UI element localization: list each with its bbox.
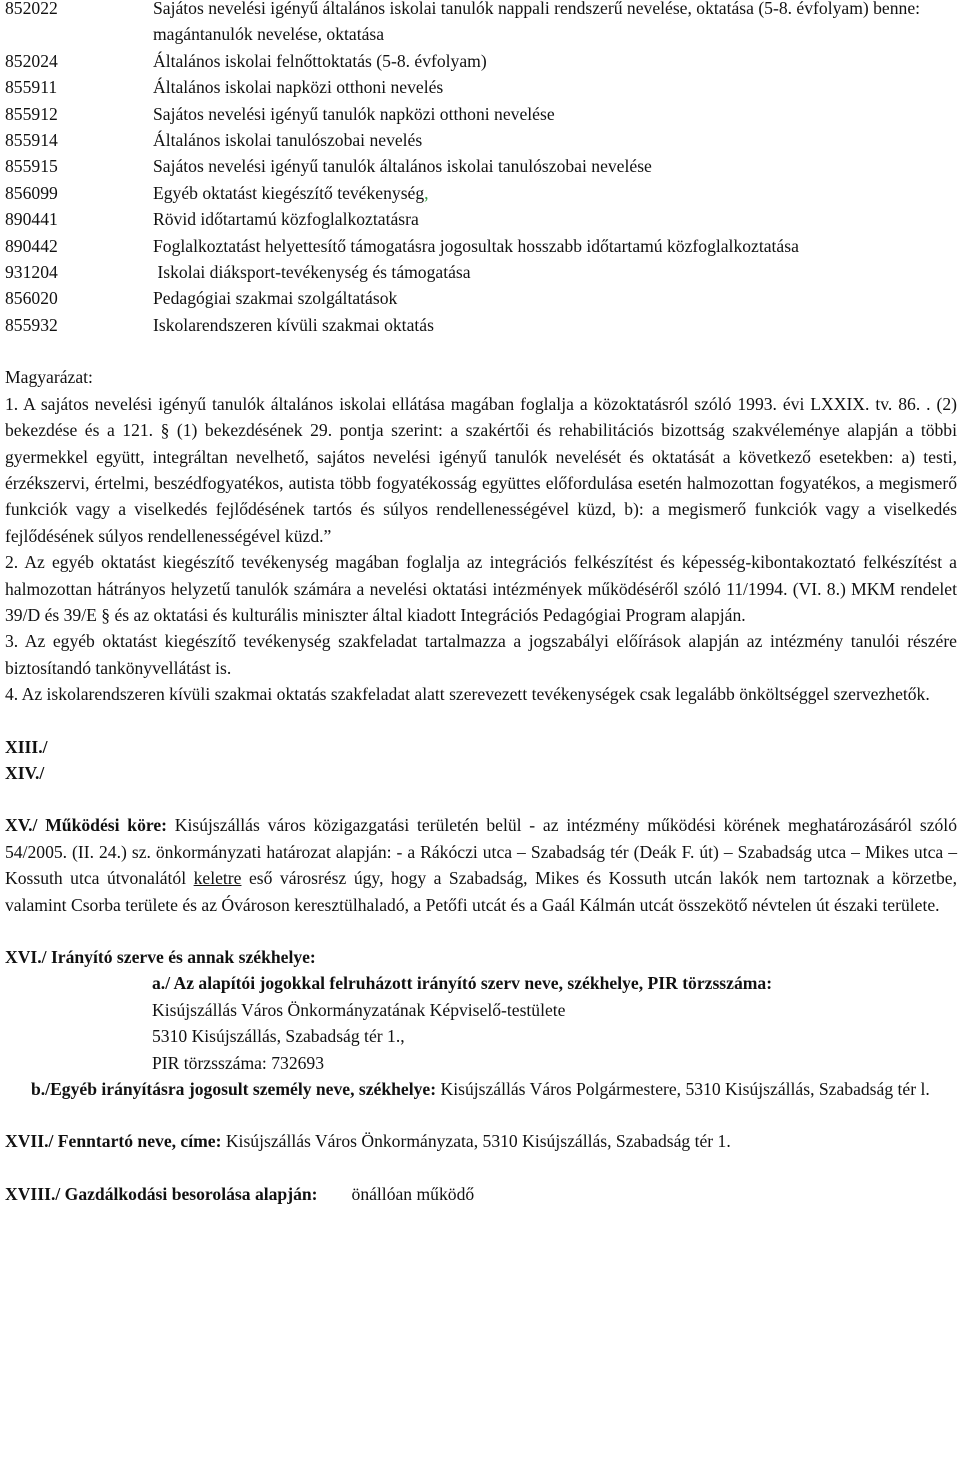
explanation-item: 2. Az egyéb oktatást kiegészítő tevékenység magában foglalja az integrációs felkészítést és képesség-kibontakoztató felkészítést a halmozottan hátrányos helyzetű tanulók számára a nevelési oktatási intézmények működéséről szóló 11/1994. (VI. 8.) MKM rendelet 39/D és 39/E § és az oktatási és kulturális miniszter által kiadott Integrációs Pedagógiai Program alapján. [5, 552, 957, 625]
section-xvi-b-label: b./Egyéb irányításra jogosult személy neve, székhelye: [31, 1079, 437, 1100]
explanation-heading: Magyarázat: [5, 367, 93, 388]
activity-description: Sajátos nevelési igényű tanulók általános iskolai tanulószobai nevelése [153, 156, 652, 177]
activity-description: Foglalkoztatást helyettesítő támogatásra jogosultak hosszabb időtartamú közfoglalkoztatása [153, 235, 799, 256]
activity-description: Rövid időtartamú közfoglalkoztatásra [153, 209, 419, 230]
section-xiii-heading: XIII./ [5, 736, 48, 757]
section-xvi-a-line: PIR törzsszáma: 732693 [152, 1052, 325, 1073]
activity-code: 855911 [5, 77, 58, 98]
activity-description: Iskolarendszeren kívüli szakmai oktatás [153, 314, 434, 335]
explanation-item: 4. Az iskolarendszeren kívüli szakmai oktatás szakfeladat alatt szerevezett tevékenységek csak legalább önköltséggel szervezhetők. [5, 684, 930, 705]
activity-code: 852022 [5, 0, 58, 18]
activity-code: 855932 [5, 314, 58, 335]
activity-description: Iskolai diáksport-tevékenység és támogatása [153, 262, 471, 283]
activity-code: 931204 [5, 262, 58, 283]
activity-description-text: Egyéb oktatást kiegészítő tevékenység [153, 182, 425, 203]
explanation-item: 3. Az egyéb oktatást kiegészítő tevékenység szakfeladat tartalmazza a jogszabályi előírások alapján az intézmény tanulói részére biztosítandó tankönyvellátást is. [5, 631, 957, 678]
section-xvi-a-line: 5310 Kisújszállás, Szabadság tér 1., [152, 1026, 405, 1047]
activity-description: Általános iskolai felnőttoktatás (5-8. évfolyam) [153, 50, 487, 71]
activity-description [153, 180, 957, 206]
activity-code: 855912 [5, 103, 58, 124]
activity-description: Sajátos nevelési igényű általános iskolai tanulók nappali rendszerű nevelése, oktatása (5-8. évfolyam) benne: magántanulók nevelése, oktatása [153, 0, 921, 45]
section-xvi [5, 944, 957, 1102]
explanation-item: 1. A sajátos nevelési igényű tanulók általános iskolai ellátása magában foglalja a közoktatásról szóló 1993. évi LXXIX. tv. 86. . (2) bekezdése és a 121. § (1) bekezdésének 29. pontja szerint: a szakértői és rehabilitációs bizottság szakvéleménye alapján a többi gyermekkel együtt, integráltan nevelhető, sajátos nevelési igényű tanulók nevelését és oktatását a következő esetekben: a) testi, érzékszervi, értelmi, beszédfogyatékos, autista több fogyatékosság együttes előfordulása esetén halmozottan fogyatékos, a megismerő funkciók vagy a viselkedés fejlődésének tartós és súlyos rendellenességével küzd, b): a megismerő funkciók vagy a viselkedés fejlődésének súlyos rendellenességével küzd.” [5, 393, 957, 546]
activity-description: Sajátos nevelési igényű tanulók napközi otthoni nevelése [153, 103, 555, 124]
section-xv-label: XV./ Működési köre: [5, 815, 168, 836]
activity-code: 855915 [5, 156, 58, 177]
section-xviii-label: XVIII./ Gazdálkodási besorolása alapján: [5, 1183, 318, 1204]
section-xv-underlined: keletre [193, 868, 242, 889]
section-xv-text: Kisújszállás város közigazgatási területén belül - az intézmény működési körének meghatározásáról szóló 54/2005. (II. 24.) sz. önkormányzati határozat alapján: - a Rákóczi utca – Szabadság tér (Deák F. út) – Szabadság utca – Mikes utca – Kossuth utca útvonalától [5, 815, 957, 889]
comma-mark: , [424, 182, 429, 203]
activity-code: 855914 [5, 130, 58, 151]
section-xviii-text: önállóan működő [351, 1183, 475, 1204]
section-xvii-text: Kisújszállás Város Önkormányzata, 5310 Kisújszállás, Szabadság tér 1. [221, 1131, 731, 1152]
section-xvii [5, 1128, 957, 1154]
activity-code: 856020 [5, 288, 58, 309]
section-xvi-label: XVI./ Irányító szerve és annak székhelye: [5, 947, 316, 967]
activity-code: 856099 [5, 182, 58, 203]
activity-description: Általános iskolai napközi otthoni nevelés [153, 77, 444, 98]
section-xv [5, 812, 957, 918]
section-xvii-label: XVII./ Fenntartó neve, címe: [5, 1131, 222, 1152]
activity-code-table [5, 0, 957, 338]
activity-code: 890442 [5, 235, 58, 256]
activity-code: 890441 [5, 209, 58, 230]
section-xvi-b-text: Kisújszállás Város Polgármestere, 5310 Kisújszállás, Szabadság tér l. [436, 1079, 930, 1100]
explanation-section [5, 364, 957, 707]
section-xv-text-continued: eső városrész úgy, hogy a Szabadság, Mikes és Kossuth utcán lakók nem tartoznak a körzetbe, valamint Csorba területe és az Óvároson keresztülhaladó, a Petőfi utcát és a Gaál Kálmán utcát összekötő névtelen út északi területe. [5, 868, 957, 915]
section-xvi-b [5, 1076, 957, 1102]
section-xviii [5, 1181, 957, 1207]
section-xvi-a-label: a./ Az alapítói jogokkal felruházott irányító szerv neve, székhelye, PIR törzsszáma: [152, 973, 773, 994]
document-page [5, 0, 957, 1207]
section-xvi-a-line: Kisújszállás Város Önkormányzatának Képviselő-testülete [152, 999, 566, 1020]
activity-code: 852024 [5, 50, 58, 71]
section-xiv-heading: XIV./ [5, 762, 45, 783]
activity-description: Pedagógiai szakmai szolgáltatások [153, 288, 398, 309]
activity-description: Általános iskolai tanulószobai nevelés [153, 130, 423, 151]
